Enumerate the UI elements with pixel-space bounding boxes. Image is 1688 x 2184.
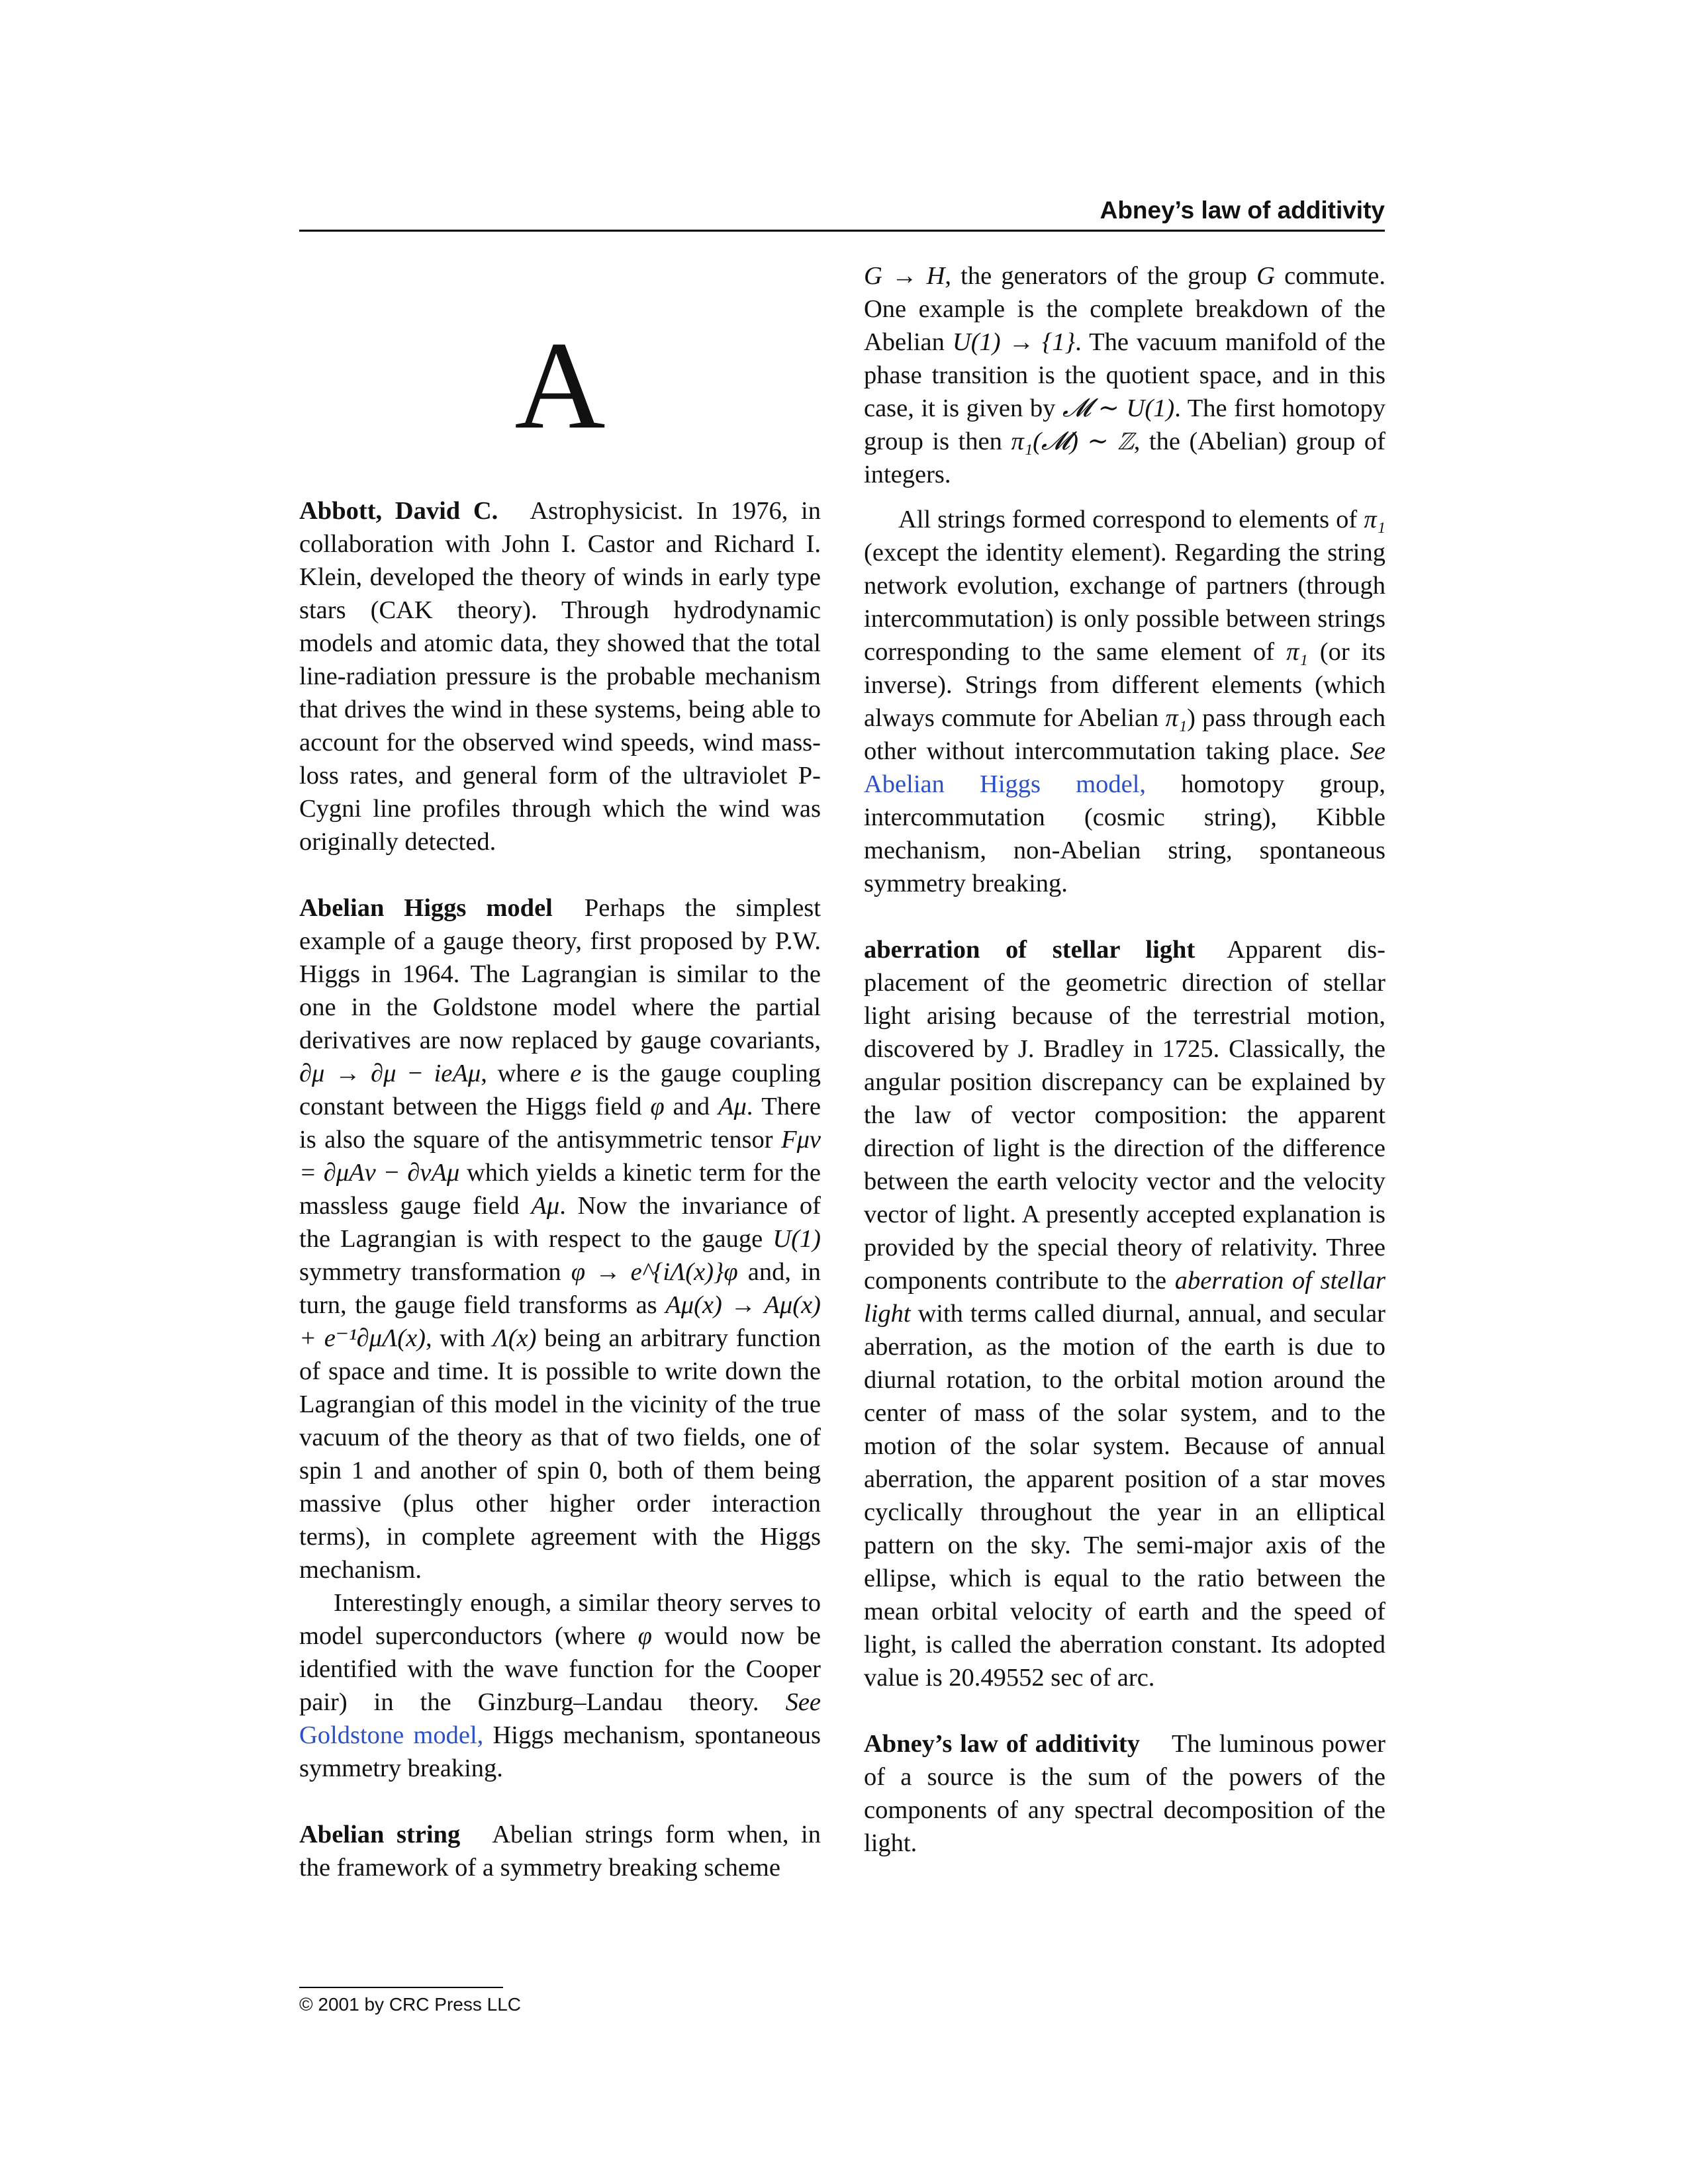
see-label: See: [785, 1688, 821, 1716]
text-run: Abelian strings form when, in the framework of a symmetry breaking scheme: [299, 1821, 821, 1882]
text-run: Apparent displacement of the geometric direction of stellar light arising because of the terrestrial motion, discovered by J. Bradley in 1725. Classically, the angular position discrepancy can be explained by the law of vector composition: the apparent direction of light is the direction of the difference between the earth velocity vector and the velocity vector of light. A presently accepted explanation is provided by the special theory of relativity. Three components contribute to the: [864, 936, 1385, 1295]
right-column: [864, 259, 1385, 1893]
equation: φ → e^{iΛ(x)}φ: [571, 1258, 738, 1286]
math-var: φ: [637, 1622, 652, 1650]
math-var: U(1): [773, 1225, 821, 1253]
math-var: π₁: [1364, 506, 1386, 533]
copyright-notice: © 2001 by CRC Press LLC: [299, 1994, 521, 2015]
text-run: , where: [481, 1060, 560, 1087]
entry-aberration-text: [864, 933, 1385, 1694]
left-column: [299, 259, 821, 1917]
entry-abelian-string-p1-start: [299, 1818, 821, 1884]
entry-abelian-higgs-p2: [299, 1586, 821, 1785]
footnote-rule: [299, 1987, 503, 1988]
entry-body: Astrophysicist. In 1976, in collaboration with John I. Castor and Richard I. Klein, developed the theory of winds in early type stars (CAK theory). Through hydrodynamic models and atomic data, they showed that the total line-radiation pressure is the probable mechanism that drives the wind in these systems, being able to account for the observed wind speeds, wind mass-loss rates, and general form of the ultraviolet P-Cygni line profiles through which the wind was originally detected.: [299, 497, 821, 856]
text-run: homotopy group, intercommutation (cosmic string), Kibble mechanism, non-Abelian string, spontaneous symmetry breaking.: [864, 770, 1385, 897]
header-rule: [299, 230, 1385, 232]
entry-term: Abbott, David C.: [299, 497, 498, 525]
text-run: is the gauge coupling constant between the Higgs field: [299, 1060, 821, 1120]
equation: π₁(𝓜) ∼ ℤ: [1011, 428, 1134, 455]
equation: Fμν = ∂μAν − ∂νAμ: [299, 1126, 821, 1187]
text-run: Perhaps the simplest example of a gauge theory, first proposed by P.W. Higgs in 1964. The Lagrangian is similar to the one in the Goldstone model where the partial derivatives are now replaced by gauge covariants,: [299, 894, 821, 1054]
text-run: All strings formed correspond to elements of: [898, 506, 1358, 533]
abelian-higgs-model-link[interactable]: Abelian Higgs model,: [864, 770, 1147, 798]
text-run: Higgs mechanism, spontaneous symmetry breaking.: [299, 1721, 821, 1782]
goldstone-model-link[interactable]: Goldstone model,: [299, 1721, 484, 1749]
running-head: Abney’s law of additivity: [1100, 197, 1385, 224]
text-run: . The first homotopy group is then: [864, 394, 1386, 455]
entry-abney-text: [864, 1727, 1385, 1860]
equation: U(1) → {1}: [952, 328, 1076, 356]
entry-term: aberration of stellar light: [864, 936, 1196, 964]
text-run: symmetry transformation: [299, 1258, 561, 1286]
equation: Aμ(x) → Aμ(x) + e⁻¹∂μΛ(x): [299, 1291, 821, 1352]
entry-term: Abelian Higgs model: [299, 894, 553, 922]
text-run: being an arbitrary function of space and time. It is possible to write down the Lagrangian of this model in the vicinity of the true vacuum of the theory as that of two fields, one of spin 1 and another of spin 0, both of them being massive (plus other higher order interaction terms), in complete agreement with the Higgs mechanism.: [299, 1324, 821, 1584]
text-run: and: [673, 1093, 710, 1120]
section-letter: A: [514, 316, 606, 455]
math-var: G: [1256, 262, 1275, 290]
text-run: , the generators of the group: [945, 262, 1248, 290]
math-var: φ: [650, 1093, 665, 1120]
entry-abelian-higgs-p1: [299, 891, 821, 1586]
text-run: with terms called diurnal, annual, and secular aberration, as the motion of the earth is due to diurnal rotation, to the orbital motion around the center of mass of the solar system, and to the motion of the solar system. Because of annual aberration, the apparent position of a star moves cyclically throughout the year in an elliptical pattern on the sky. The semi-major axis of the ellipse, which is equal to the ratio between the mean orbital velocity of earth and the speed of light, is called the aberration constant. Its adopted value is 20.49552 sec of arc.: [864, 1300, 1385, 1692]
text-run: , with: [425, 1324, 485, 1352]
text-run: and, in turn, the gauge field transforms as: [299, 1258, 821, 1319]
text-run: which yields a kinetic term for the massless gauge field: [299, 1159, 821, 1220]
equation: 𝓜 ∼ U(1): [1062, 394, 1175, 422]
text-run: . The vacuum manifold of the phase transition is the quotient space, and in this case, it is given by: [864, 328, 1385, 422]
math-var: Aμ: [718, 1093, 747, 1120]
math-var: π₁: [1165, 704, 1188, 732]
entry-abelian-string-p1-end: [864, 259, 1385, 491]
entry-term: Abney’s law of additivity: [864, 1730, 1140, 1758]
text-run: ) pass through each other without intercommutation taking place.: [864, 704, 1385, 765]
text-run: (except the identity element). Regarding the string network evolution, exchange of partners (through intercommutation) is only possible between strings corresponding to the same element of: [864, 539, 1385, 666]
entry-aberration: [864, 933, 1385, 1694]
entry-body: The luminous power of a source is the sum of the powers of the components of any spectral decomposition of the light.: [864, 1730, 1385, 1857]
entry-abelian-string: [299, 1818, 821, 1884]
text-run: would now be identified with the wave function for the Cooper pair) in the Ginzburg–Landau theory.: [299, 1622, 821, 1716]
entry-abbott: [299, 494, 821, 858]
entry-abelian-string-continued: [864, 259, 1385, 900]
text-run: Interestingly enough, a similar theory serves to model superconductors (where: [299, 1589, 821, 1650]
emphasis: aberration of stellar light: [864, 1267, 1385, 1328]
entry-term: Abelian string: [299, 1821, 461, 1848]
math-var: Aμ: [531, 1192, 560, 1220]
text-run: , the (Abelian) group of integers.: [864, 428, 1385, 488]
equation: ∂μ → ∂μ − ieAμ: [299, 1060, 481, 1087]
see-label: See: [1350, 737, 1385, 765]
math-var: Λ(x): [492, 1324, 537, 1352]
math-var: π₁: [1286, 638, 1308, 666]
entry-abelian-string-p2: [864, 503, 1385, 900]
entry-abney: [864, 1727, 1385, 1860]
entry-abelian-higgs: [299, 891, 821, 1785]
math-var: e: [570, 1060, 582, 1087]
text-run: commute. One example is the complete breakdown of the Abelian: [864, 262, 1386, 356]
equation: G → H: [864, 262, 945, 290]
text-run: (or its inverse). Strings from different elements (which always commute for Abelian: [864, 638, 1386, 732]
entry-abbott-text: [299, 494, 821, 858]
text-run: . Now the invariance of the Lagrangian is with respect to the gauge: [299, 1192, 821, 1253]
text-run: . There is also the square of the antisymmetric tensor: [299, 1093, 821, 1154]
